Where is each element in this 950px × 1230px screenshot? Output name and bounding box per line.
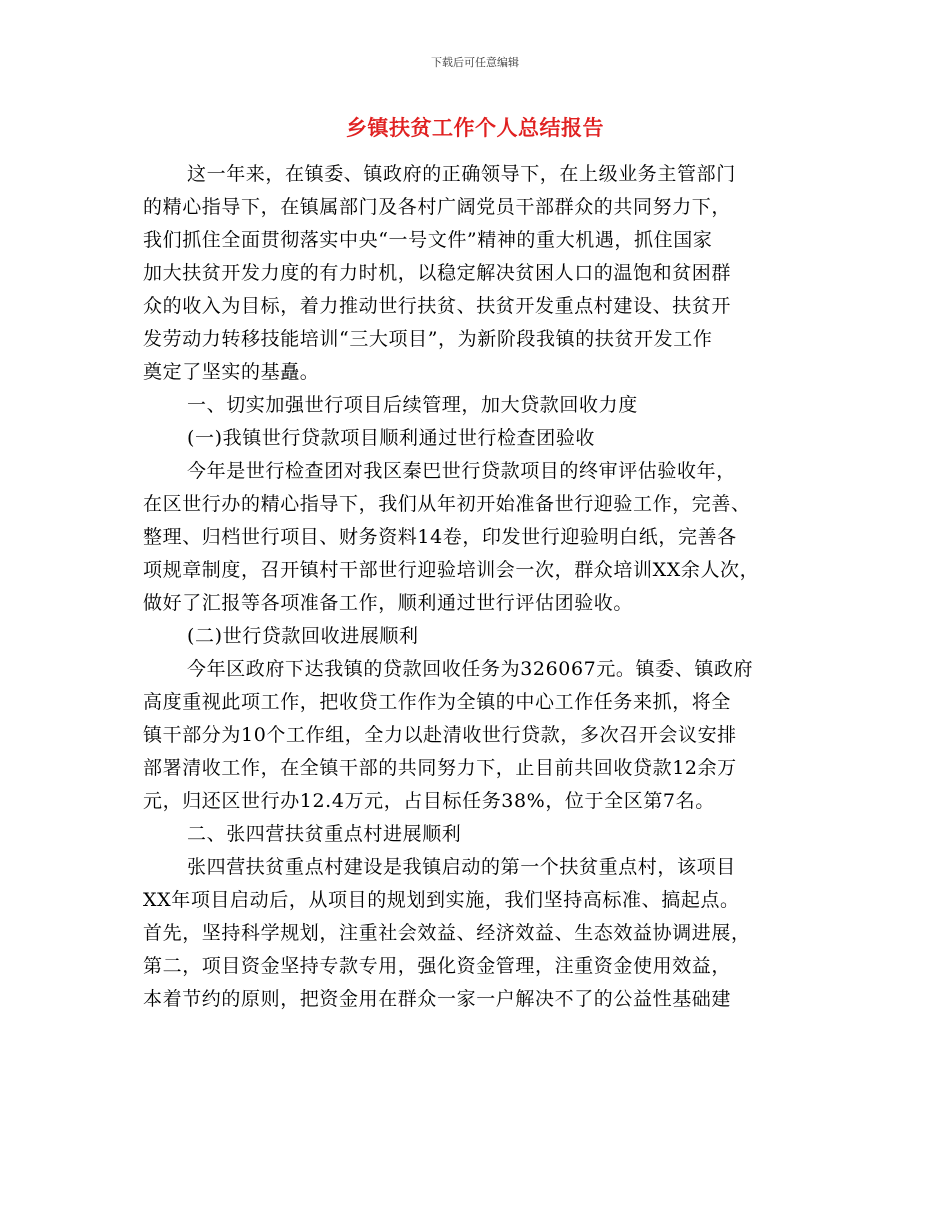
body-line: 发劳动力转移技能培训“三大项目”，为新阶段我镇的扶贫开发工作 [143, 328, 713, 350]
page-header-note: 下载后可任意编辑 [431, 56, 519, 69]
body-line: 镇干部分为10个工作组，全力以赴清收世行贷款，多次召开会议安排 [143, 724, 737, 746]
document-body [143, 158, 808, 1016]
body-line: 在区世行办的精心指导下，我们从年初开始准备世行迎验工作，完善、 [143, 493, 751, 515]
body-line: 加大扶贫开发力度的有力时机，以稳定解决贫困人口的温饱和贫困群 [143, 262, 732, 284]
section-heading: 二、张四营扶贫重点村进展顺利 [187, 823, 462, 845]
body-line: XX年项目启动后，从项目的规划到实施，我们坚持高标准、搞起点。 [143, 889, 740, 911]
section-heading: 一、切实加强世行项目后续管理，加大贷款回收力度 [187, 394, 638, 416]
body-line: 我们抓住全面贯彻落实中央“一号文件”精神的重大机遇，抓住国家 [143, 229, 713, 251]
subsection-heading: (二)世行贷款回收进展顺利 [187, 625, 419, 647]
body-line: 元，归还区世行办12.4万元，占目标任务38%，位于全区第7名。 [143, 790, 715, 812]
subsection-heading: (一)我镇世行贷款项目顺利通过世行检查团验收 [187, 427, 596, 449]
body-line: 做好了汇报等各项准备工作，顺利通过世行评估团验收。 [143, 592, 634, 614]
body-line: 首先，坚持科学规划，注重社会效益、经济效益、生态效益协调进展， [143, 922, 751, 944]
body-line: 今年区政府下达我镇的贷款回收任务为326067元。镇委、镇政府 [187, 658, 754, 680]
body-line: 这一年来，在镇委、镇政府的正确领导下，在上级业务主管部门 [187, 163, 736, 185]
body-line: 整理、归档世行项目、财务资料14卷，印发世行迎验明白纸，完善各 [143, 526, 737, 548]
body-line: 奠定了坚实的基矗。 [143, 361, 320, 383]
body-line: 本着节约的原则，把资金用在群众一家一户解决不了的公益性基础建 [143, 988, 732, 1010]
body-line: 今年是世行检查团对我区秦巴世行贷款项目的终审评估验收年， [187, 460, 736, 482]
body-line: 张四营扶贫重点村建设是我镇启动的第一个扶贫重点村，该项目 [187, 856, 736, 878]
body-line: 部署清收工作，在全镇干部的共同努力下，止目前共回收贷款12余万 [143, 757, 737, 779]
body-line: 的精心指导下，在镇属部门及各村广阔党员干部群众的共同努力下， [143, 196, 732, 218]
document-title: 乡镇扶贫工作个人总结报告 [346, 116, 604, 140]
body-line: 高度重视此项工作，把收贷工作作为全镇的中心工作任务来抓，将全 [143, 691, 732, 713]
body-line: 众的收入为目标，着力推动世行扶贫、扶贫开发重点村建设、扶贫开 [143, 295, 732, 317]
body-line: 第二，项目资金坚持专款专用，强化资金管理，注重资金使用效益， [143, 955, 732, 977]
body-line: 项规章制度，召开镇村干部世行迎验培训会一次，群众培训XX余人次， [143, 559, 760, 581]
